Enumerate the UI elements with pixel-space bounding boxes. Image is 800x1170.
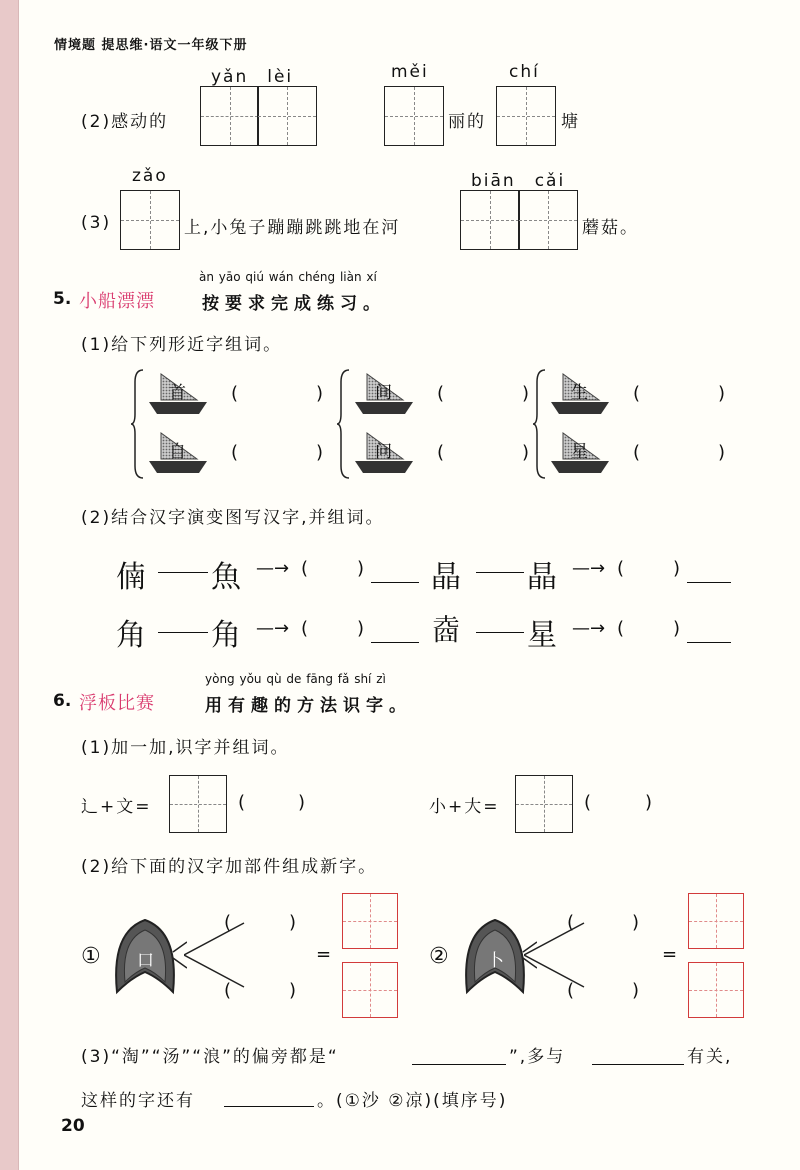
ancient-crystal: 晶 <box>431 560 461 595</box>
writing-box[interactable] <box>200 86 259 146</box>
brace <box>131 368 145 480</box>
paren-close: ) <box>673 618 681 639</box>
q5-title: 小船漂漂 <box>79 291 155 312</box>
paren-close: ) <box>673 558 681 579</box>
arrow-line <box>476 632 524 633</box>
paren-open: ( <box>231 442 239 463</box>
pinyin-yanlei: yǎn lèi <box>211 67 294 87</box>
arrow-right: —→ <box>256 618 290 639</box>
q4-item2-text1: 丽的 <box>448 112 486 132</box>
paren-open: ( <box>238 792 246 813</box>
answer-blank[interactable] <box>687 582 731 583</box>
branch-lines <box>184 920 254 990</box>
writing-box[interactable] <box>384 86 444 146</box>
equals-sign: = <box>662 944 678 965</box>
pinyin-zao: zǎo <box>132 166 168 186</box>
writing-box[interactable] <box>342 893 398 949</box>
paren-open: ( <box>633 442 641 463</box>
pinyin-biancai: biān cǎi <box>471 171 566 191</box>
boat-char: 问 <box>375 442 394 462</box>
arrow-right: —→ <box>572 618 606 639</box>
boat-char: 自 <box>169 442 188 462</box>
q6-number: 6. <box>53 691 72 711</box>
paren-close: ) <box>718 383 726 404</box>
marker-2: ② <box>429 944 449 969</box>
paren-open: ( <box>617 558 625 579</box>
q5-task-pinyin: àn yāo qiú wán chéng liàn xí <box>199 270 377 284</box>
pinyin-mei: měi <box>391 62 429 82</box>
workbook-page <box>18 0 800 1170</box>
paren-close: ) <box>357 618 365 639</box>
paren-open: ( <box>567 912 575 933</box>
q6-title: 浮板比赛 <box>79 693 155 714</box>
q6-task: 用有趣的方法识字。 <box>205 696 412 716</box>
ancient-horn: 角 <box>116 618 146 653</box>
writing-box[interactable] <box>257 86 317 146</box>
arrow-right: —→ <box>256 558 290 579</box>
q6-task-pinyin: yòng yǒu qù de fāng fǎ shí zì <box>205 672 386 686</box>
marker-1: ① <box>81 944 101 969</box>
answer-blank[interactable] <box>592 1064 684 1065</box>
equation-2: 小+大= <box>429 797 500 817</box>
paren-open: ( <box>301 618 309 639</box>
answer-blank[interactable] <box>687 642 731 643</box>
q4-item3-text2: 蘑菇。 <box>582 218 639 238</box>
paren-open: ( <box>584 792 592 813</box>
writing-box[interactable] <box>515 775 573 833</box>
q4-item3-label: (3) <box>81 213 112 233</box>
paren-open: ( <box>633 383 641 404</box>
float-char-1: 口 <box>137 951 156 971</box>
answer-blank[interactable] <box>224 1106 314 1107</box>
equation-1: 辶+文= <box>81 797 152 817</box>
paren-close: ) <box>522 442 530 463</box>
answer-blank[interactable] <box>412 1064 506 1065</box>
pinyin-chi: chí <box>509 62 540 82</box>
paren-close: ) <box>645 792 653 813</box>
q5-sub1: (1)给下列形近字组词。 <box>81 335 283 355</box>
q4-item3-text1: 上,小兔子蹦蹦跳跳地在河 <box>184 218 401 238</box>
paren-open: ( <box>437 442 445 463</box>
modern-star: 星 <box>527 618 557 653</box>
page-number: 20 <box>61 1116 85 1136</box>
writing-box[interactable] <box>460 190 520 250</box>
paren-open: ( <box>231 383 239 404</box>
boat-char: 首 <box>169 383 188 403</box>
paren-open: ( <box>617 618 625 639</box>
modern-horn: 角 <box>211 618 241 653</box>
q6-sub3-a: (3)“淘”“汤”“浪”的偏旁都是“ <box>81 1047 339 1067</box>
arrow-line <box>158 632 208 633</box>
paren-open: ( <box>224 980 232 1001</box>
writing-box[interactable] <box>169 775 227 833</box>
boat-char: 星 <box>571 442 590 462</box>
q6-sub3-d: 这样的字还有 <box>81 1091 195 1111</box>
brace <box>533 368 547 480</box>
q6-sub3-b: ”,多与 <box>509 1047 566 1067</box>
arrow-right: —→ <box>572 558 606 579</box>
paren-close: ) <box>316 383 324 404</box>
paren-close: ) <box>316 442 324 463</box>
branch-lines <box>524 920 594 990</box>
answer-blank[interactable] <box>371 582 419 583</box>
paren-close: ) <box>357 558 365 579</box>
paren-close: ) <box>632 912 640 933</box>
paren-close: ) <box>289 912 297 933</box>
writing-box[interactable] <box>342 962 398 1018</box>
writing-box[interactable] <box>688 893 744 949</box>
writing-box[interactable] <box>518 190 578 250</box>
brace <box>337 368 351 480</box>
equals-sign: = <box>316 944 332 965</box>
paren-close: ) <box>298 792 306 813</box>
q6-sub1: (1)加一加,识字并组词。 <box>81 738 290 758</box>
float-char-2: 卜 <box>487 951 506 971</box>
writing-box[interactable] <box>496 86 556 146</box>
paren-close: ) <box>718 442 726 463</box>
paren-open: ( <box>567 980 575 1001</box>
q4-item2-text2: 塘 <box>561 112 580 132</box>
paren-close: ) <box>522 383 530 404</box>
modern-fish: 魚 <box>211 560 241 595</box>
page-header: 情境题 提思维·语文一年级下册 <box>54 38 248 53</box>
ancient-fish: 㑲 <box>116 560 146 595</box>
writing-box[interactable] <box>688 962 744 1018</box>
paren-open: ( <box>437 383 445 404</box>
ancient-star: 𡍬 <box>431 613 461 648</box>
paren-open: ( <box>301 558 309 579</box>
arrow-line <box>158 572 208 573</box>
q6-sub3-e: 。(①沙 ②凉)(填序号) <box>317 1091 508 1111</box>
q5-number: 5. <box>53 289 72 309</box>
q5-task: 按要求完成练习。 <box>202 294 386 314</box>
writing-box[interactable] <box>120 190 180 250</box>
q6-sub2: (2)给下面的汉字加部件组成新字。 <box>81 857 378 877</box>
answer-blank[interactable] <box>371 642 419 643</box>
arrow-line <box>476 572 524 573</box>
paren-open: ( <box>224 912 232 933</box>
paren-close: ) <box>289 980 297 1001</box>
boat-char: 生 <box>571 383 590 403</box>
q6-sub3-c: 有关, <box>687 1047 733 1067</box>
q4-item2-label: (2)感动的 <box>81 112 169 132</box>
boat-char: 间 <box>375 383 394 403</box>
q5-sub2: (2)结合汉字演变图写汉字,并组词。 <box>81 508 385 528</box>
paren-close: ) <box>632 980 640 1001</box>
modern-crystal: 晶 <box>527 560 557 595</box>
